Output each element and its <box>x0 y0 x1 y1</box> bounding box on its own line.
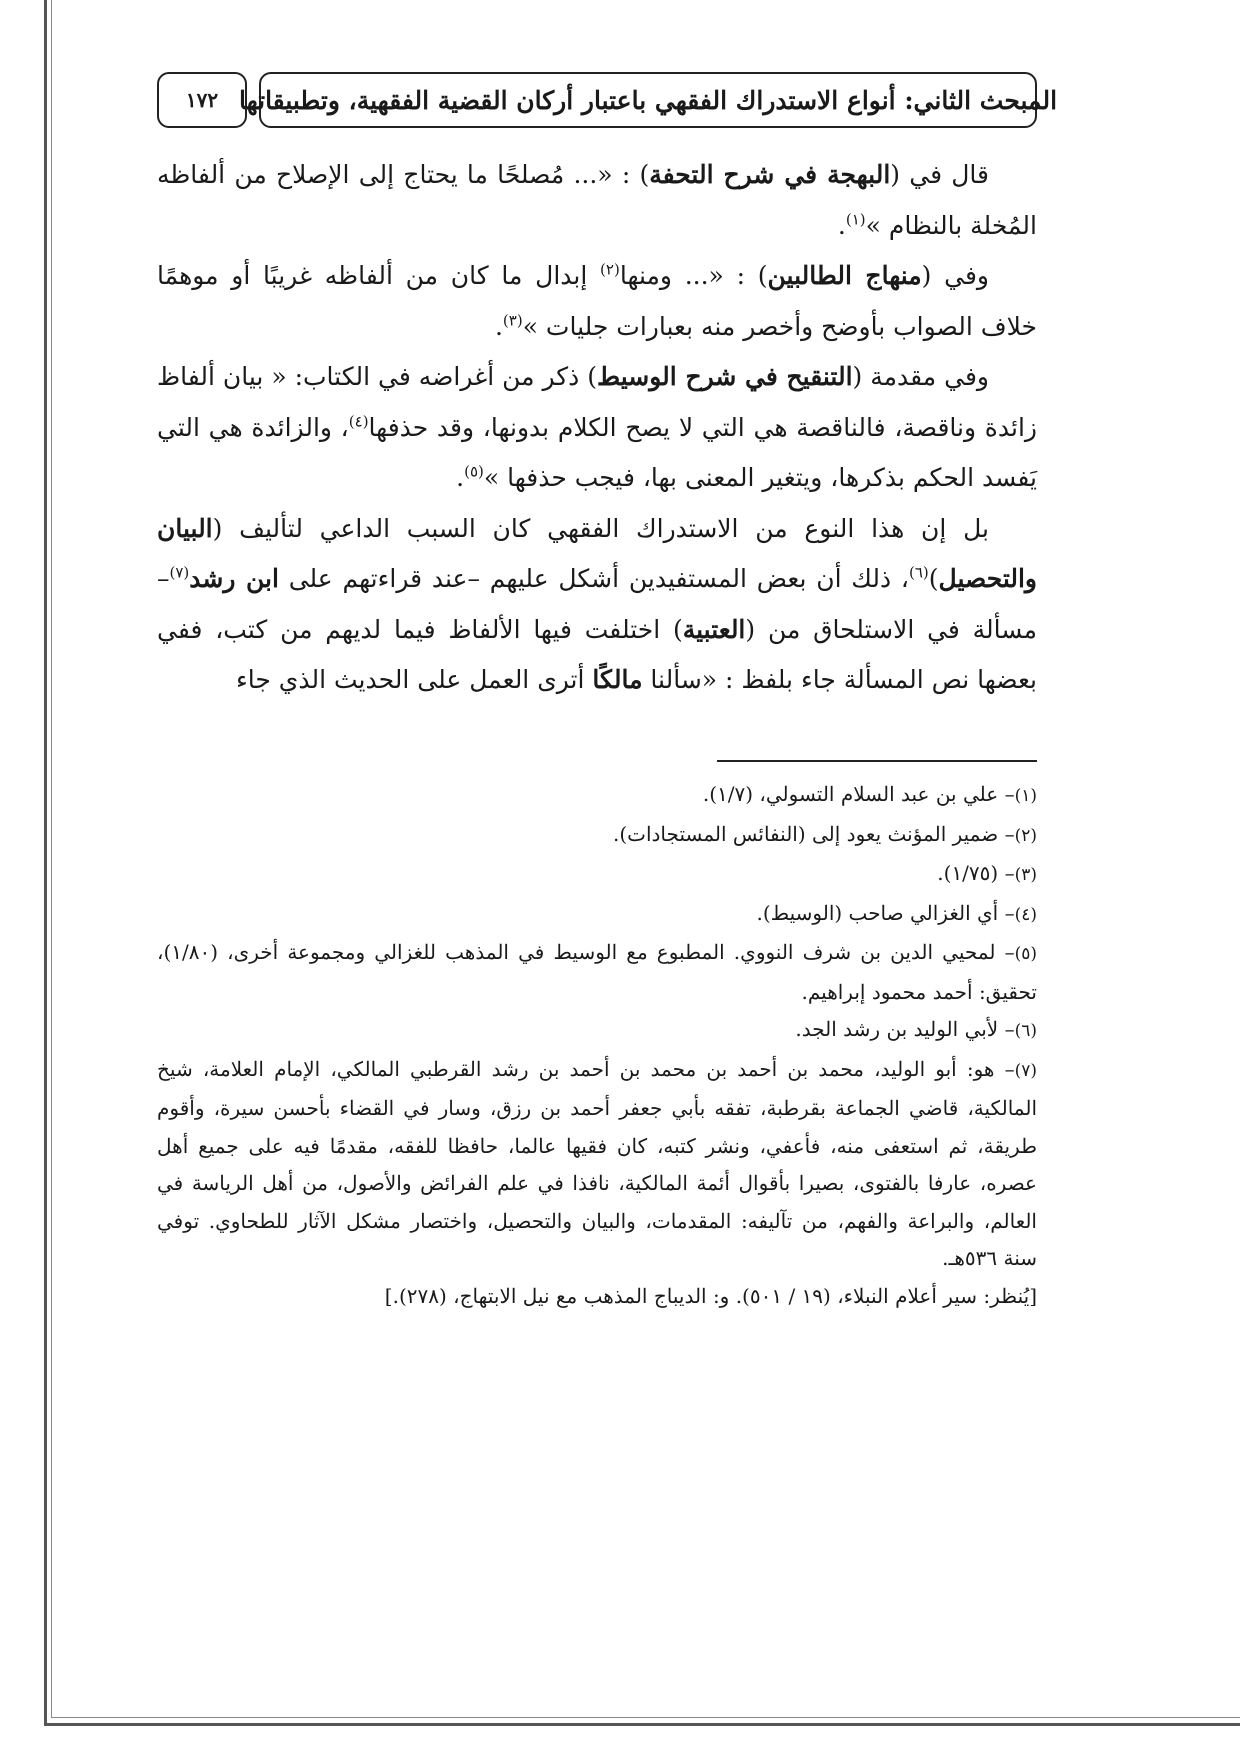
text-span: ) <box>928 564 939 593</box>
text-span: بل إن هذا النوع من الاستدراك الفقهي كان السبب الداعي لتأليف ( <box>212 513 989 543</box>
text-span: إبدال ما كان من ألفاظه غريبًا أو موهمًا خلاف الصواب بأوضح وأخصر منه بعبارات جليات » <box>157 261 1037 341</box>
page-frame-bottom-inner <box>51 1717 1240 1718</box>
footnote-number: (٢) <box>1014 825 1037 846</box>
footnote-ref: (٤) <box>348 412 369 431</box>
book-title: منهاج الطالبين <box>767 261 922 290</box>
paragraph-3 <box>157 352 1037 504</box>
footnote-2 <box>157 816 1037 856</box>
footnote-ref: (٣) <box>502 311 523 330</box>
footnote-number: (٥) <box>1014 944 1037 964</box>
footnote-3 <box>157 855 1037 895</box>
footnote-number: (٦) <box>1014 1021 1037 1041</box>
footnote-6 <box>157 1011 1037 1051</box>
person-name: مالكًا <box>592 665 643 694</box>
text-span: وفي مقدمة ( <box>852 362 989 391</box>
paragraph-2 <box>157 251 1037 352</box>
main-text <box>157 150 1037 706</box>
book-title: البهجة في شرح التحفة <box>649 160 891 189</box>
text-span: . <box>494 311 503 341</box>
footnotes <box>157 776 1037 1315</box>
footnote-text: – (١/٧٥). <box>937 861 1015 885</box>
page-frame-bottom <box>44 1723 1240 1726</box>
footnote-ref: (٢) <box>600 260 620 279</box>
footnote-ref: (١) <box>845 210 866 229</box>
footnote-text: – هو: أبو الوليد، محمد بن أحمد بن محمد بن أحمد بن رشد القرطبي المالكي، الإمام العلامة، شيخ المالكية، قاضي الجماعة بقرطبة، تفقه بأبي جعفر أحمد بن رزق، وسار في القضاء بأحسن سيرة، وأقوم طريقة، ثم استعفى منه، فأعفي، ونشر كتبه، كان فقيها عالما، حافظا للفقه، مقدمًا فيه على جميع أهل عصره، عارفا بالفتوى، بصيرا بأقوال أئمة المالكية، نافذا في علم الفرائض والأصول، من أهل الرياسة في العالم، والبراعة والفهم، من تآليفه: المقدمات، والبيان والتحصيل، واختصار مشكل الآثار للطحاوي. توفي سنة ٥٣٦هـ. <box>157 1056 1037 1270</box>
footnote-1 <box>157 776 1037 816</box>
text-span: – مسألة في الاستلحاق من ( <box>157 564 1037 644</box>
running-header-title: المبحث الثاني: أنواع الاستدراك الفقهي باعتبار أركان القضية الفقهية، وتطبيقاتها <box>259 72 1037 128</box>
text-span: أترى العمل على الحديث الذي جاء <box>236 665 593 694</box>
text-span: ) اختلفت فيها الألفاظ فيما لديهم من كتب، ففي بعضها نص المسألة جاء بلفظ : «سألنا <box>157 614 1037 694</box>
footnote-4 <box>157 895 1037 935</box>
footnote-text: – أي الغزالي صاحب (الوسيط). <box>756 900 1015 925</box>
text-span: ) : «... ومنها <box>619 261 768 290</box>
text-span: ، ذلك أن بعض المستفيدين أشكل عليهم –عند قراءتهم على <box>278 564 909 593</box>
page-frame-left <box>44 0 47 1726</box>
footnote-ref: (٥) <box>464 462 484 481</box>
footnote-7 <box>157 1051 1037 1278</box>
footnote-text: – علي بن عبد السلام التسولي، (١/٧). <box>702 782 1015 806</box>
person-name: ابن رشد <box>189 564 279 593</box>
book-title: العتبية <box>682 614 746 644</box>
footnote-separator <box>717 760 1037 762</box>
footnote-ref: (٧) <box>169 563 190 582</box>
text-span: ) : «... مُصلحًا ما يحتاج إلى الإصلاح من ألفاظه المُخلة بالنظام » <box>157 160 1037 240</box>
footnote-number: (٣) <box>1014 865 1037 885</box>
text-span: وفي ( <box>921 261 990 290</box>
footnote-number: (٤) <box>1014 904 1037 925</box>
page-frame-left-inner <box>51 0 52 1718</box>
text-span: ) ذكر من أغراضه في الكتاب: « بيان ألفاظ زائدة وناقصة، فالناقصة هي التي لا يصح الكلام بدونها، وقد حذفها <box>157 362 1037 442</box>
footnote-text: – لأبي الوليد بن رشد الجد. <box>795 1017 1015 1041</box>
book-title: البيان والتحصيل <box>157 513 1038 593</box>
footnote-ref: (٦) <box>908 563 929 582</box>
text-span: قال في ( <box>890 160 989 189</box>
footnote-text: – لمحيي الدين بن شرف النووي. المطبوع مع الوسيط في المذهب للغزالي ومجموعة أخرى، (١/٨٠)، تحقيق: أحمد محمود إبراهيم. <box>157 940 1037 1004</box>
footnote-number: (١) <box>1014 786 1037 806</box>
paragraph-1 <box>157 150 1037 251</box>
footnote-source: [يُنظر: سير أعلام النبلاء، (١٩ / ٥٠١). و: الديباج المذهب مع نيل الابتهاج، (٢٧٨).] <box>384 1283 1037 1308</box>
footnote-number: (٧) <box>1014 1060 1038 1081</box>
book-title: التنقيح في شرح الوسيط <box>597 362 853 391</box>
text-span: . <box>456 463 465 492</box>
page-number: ١٧٢ <box>157 72 247 128</box>
footnote-5 <box>157 934 1037 1011</box>
text-span: . <box>837 210 846 240</box>
text-span: ، والزائدة هي التي يَفسد الحكم بذكرها، ويتغير المعنى بها، فيجب حذفها » <box>157 412 1037 492</box>
footnote-text: – ضمير المؤنث يعود إلى (النفائس المستجادات). <box>612 821 1015 846</box>
paragraph-4 <box>157 504 1037 706</box>
